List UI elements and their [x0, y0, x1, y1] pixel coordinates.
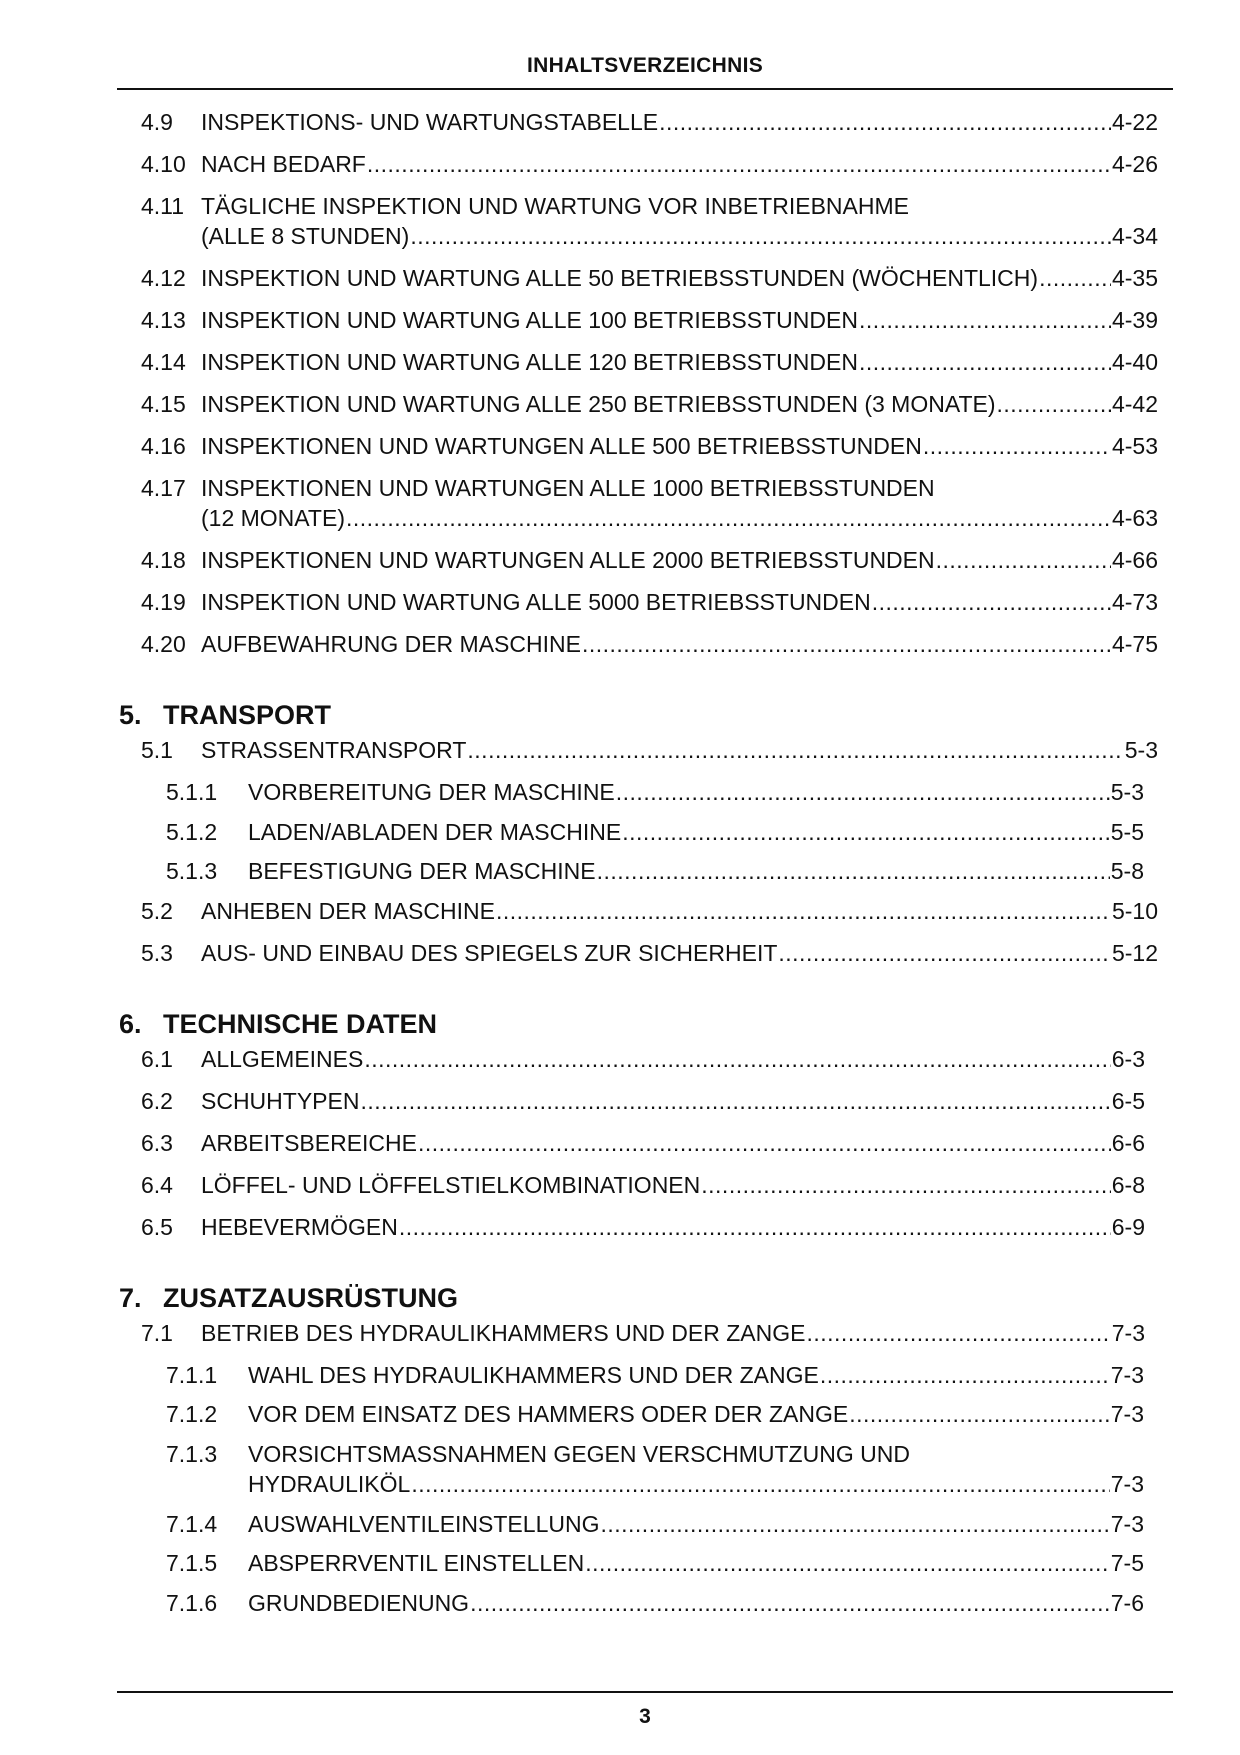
toc-entry-title: INSPEKTIONS- UND WARTUNGSTABELLE	[201, 109, 659, 135]
toc-entry-number: 6.3	[141, 1129, 173, 1156]
toc-entry-page: 4-26	[1111, 151, 1158, 177]
toc-subentry[interactable]	[0, 1438, 1240, 1508]
toc-entry-number: 6.1	[141, 1045, 173, 1072]
toc-entry[interactable]	[0, 1317, 1240, 1359]
toc-subentry[interactable]	[0, 1359, 1240, 1399]
toc-entry-title: INSPEKTION UND WARTUNG ALLE 100 BETRIEBSSTUNDEN	[201, 307, 858, 333]
toc-entry[interactable]	[0, 346, 1240, 388]
toc-entry-number: 5.1.2	[166, 818, 218, 845]
toc-chapter-7-entries	[0, 1317, 1240, 1627]
toc-entry-number: 5.1	[141, 737, 173, 763]
toc-entry-title: INSPEKTION UND WARTUNG ALLE 5000 BETRIEBSSTUNDEN	[201, 589, 871, 615]
dot-leader	[364, 1045, 1110, 1073]
toc-entry[interactable]	[0, 1169, 1240, 1211]
toc-entry-title: SCHUHTYPEN	[201, 1087, 360, 1114]
toc-entry-page: 6-3	[1111, 1045, 1145, 1072]
dot-leader	[367, 150, 1111, 178]
toc-entry[interactable]	[0, 472, 1240, 544]
dot-leader	[859, 348, 1111, 376]
dot-leader	[418, 1129, 1111, 1157]
toc-entry[interactable]	[0, 1043, 1240, 1085]
toc-entry-title: STRASSENTRANSPORT	[201, 737, 467, 763]
toc-entry-title: INSPEKTION UND WARTUNG ALLE 50 BETRIEBSSTUNDEN (WÖCHENTLICH)	[201, 265, 1039, 291]
toc-entry-title: BETRIEB DES HYDRAULIKHAMMERS UND DER ZANGE	[201, 1319, 806, 1346]
toc-entry-page: 7-3	[1111, 1319, 1145, 1346]
toc-entry[interactable]	[0, 1211, 1240, 1253]
toc-entry-title: VORBEREITUNG DER MASCHINE	[248, 779, 615, 805]
toc-entry-title: ABSPERRVENTIL EINSTELLEN	[248, 1550, 585, 1576]
toc-entry-page: 4-66	[1111, 547, 1158, 573]
toc-entry[interactable]	[0, 430, 1240, 472]
toc-entry-page: 7-3	[1110, 1470, 1144, 1497]
dot-leader	[399, 1213, 1111, 1241]
toc-entry-page: 4-35	[1111, 265, 1158, 291]
toc-entry-title: INSPEKTION UND WARTUNG ALLE 120 BETRIEBSSTUNDEN	[201, 349, 858, 375]
toc-entry-number: 4.13	[141, 307, 186, 333]
dot-leader	[360, 1087, 1110, 1115]
toc-entry-page: 4-22	[1111, 109, 1158, 135]
dot-leader	[820, 1361, 1110, 1389]
toc-entry[interactable]	[0, 1085, 1240, 1127]
toc-entry-title-continued: (12 MONATE)	[201, 505, 345, 531]
dot-leader	[410, 222, 1111, 250]
toc-entry-page: 5-5	[1110, 818, 1144, 845]
toc-entry-title: GRUNDBEDIENUNG	[248, 1589, 470, 1616]
dot-leader	[859, 306, 1111, 334]
section-number: 7.	[119, 1282, 142, 1313]
toc-entry-number: 7.1	[141, 1319, 173, 1346]
toc-entry-title: LADEN/ABLADEN DER MASCHINE	[248, 818, 622, 845]
toc-entry[interactable]	[0, 304, 1240, 346]
toc-entry-number: 4.14	[141, 349, 186, 375]
toc-entry-number: 4.12	[141, 265, 186, 291]
toc-entry-page: 4-40	[1111, 349, 1158, 375]
toc-entry-page: 7-3	[1110, 1401, 1144, 1427]
section-heading-zusatzausruestung[interactable]	[119, 1279, 1240, 1317]
page-number: 3	[639, 1705, 651, 1728]
page-header-title: INHALTSVERZEICHNIS	[526, 54, 764, 77]
toc-entry-title: HEBEVERMÖGEN	[201, 1213, 398, 1240]
toc-entry-number: 7.1.5	[166, 1550, 218, 1576]
section-title: TRANSPORT	[163, 700, 331, 730]
toc-entry-number: 6.2	[141, 1087, 173, 1114]
toc-entry-number: 5.2	[141, 897, 173, 924]
toc-entry-number: 4.19	[141, 589, 186, 615]
toc-entry[interactable]	[0, 388, 1240, 430]
toc-subentry[interactable]	[0, 1508, 1240, 1548]
toc-entry-page: 5-3	[1110, 779, 1144, 805]
toc-entry-number: 4.15	[141, 391, 186, 417]
toc-entry-number: 7.1.6	[166, 1589, 218, 1616]
toc-entry-page: 4-73	[1111, 589, 1158, 615]
toc-entry-page: 7-6	[1110, 1589, 1144, 1616]
toc-entry[interactable]	[0, 148, 1240, 190]
toc-entry-page: 5-10	[1111, 897, 1158, 924]
toc-chapter-4-entries	[0, 106, 1240, 670]
dot-leader	[622, 818, 1110, 846]
toc-entry-title: AUFBEWAHRUNG DER MASCHINE	[201, 631, 581, 657]
toc-entry[interactable]	[0, 544, 1240, 586]
toc-entry-title: BEFESTIGUNG DER MASCHINE	[248, 858, 596, 884]
toc-entry[interactable]	[0, 190, 1240, 262]
dot-leader	[470, 1589, 1110, 1617]
toc-entry-title: ALLGEMEINES	[201, 1045, 364, 1072]
toc-entry-title: AUS- UND EINBAU DES SPIEGELS ZUR SICHERHEIT	[201, 939, 778, 966]
toc-entry-number: 6.5	[141, 1213, 173, 1240]
toc-entry-page: 6-9	[1111, 1213, 1145, 1240]
dot-leader	[597, 857, 1110, 885]
toc-entry-page: 7-5	[1110, 1550, 1144, 1576]
dot-leader	[778, 939, 1111, 967]
toc-entry-title-continued: (ALLE 8 STUNDEN)	[201, 223, 410, 249]
toc-chapter-5-entries	[0, 734, 1240, 979]
toc-entry-page: 4-42	[1111, 391, 1158, 417]
toc-entry-title: TÄGLICHE INSPEKTION UND WARTUNG VOR INBETRIEBNAHME	[201, 193, 909, 219]
header-rule	[117, 88, 1173, 90]
toc-entry-number: 5.3	[141, 939, 173, 966]
toc-entry-page: 4-39	[1111, 307, 1158, 333]
toc-entry[interactable]	[0, 628, 1240, 670]
dot-leader	[923, 432, 1111, 460]
toc-entry-page: 6-6	[1111, 1129, 1145, 1156]
toc-entry[interactable]	[0, 586, 1240, 628]
toc-subentry[interactable]	[0, 776, 1240, 816]
toc-entry-title-continued: HYDRAULIKÖL	[248, 1470, 411, 1497]
toc-entry-number: 4.18	[141, 547, 186, 573]
toc-entry-number: 4.10	[141, 151, 186, 177]
dot-leader	[872, 588, 1111, 616]
toc-entry-page: 4-53	[1111, 433, 1158, 459]
toc-entry-page: 5-3	[1124, 737, 1158, 763]
toc-subentry[interactable]	[0, 855, 1240, 895]
toc-entry-page: 5-8	[1110, 858, 1144, 884]
toc-entry-page: 6-5	[1111, 1087, 1145, 1114]
dot-leader	[582, 630, 1111, 658]
toc-entry-title: AUSWAHLVENTILEINSTELLUNG	[248, 1510, 600, 1537]
toc-subentry[interactable]	[0, 1398, 1240, 1438]
toc-entry-number: 4.20	[141, 631, 186, 657]
dot-leader	[616, 778, 1110, 806]
dot-leader	[467, 736, 1123, 764]
toc-entry-title: INSPEKTIONEN UND WARTUNGEN ALLE 500 BETRIEBSSTUNDEN	[201, 433, 922, 459]
section-number: 6.	[119, 1008, 142, 1039]
toc-entry-title: WAHL DES HYDRAULIKHAMMERS UND DER ZANGE	[248, 1361, 819, 1388]
toc-entry-number: 6.4	[141, 1171, 173, 1198]
toc-subentry[interactable]	[0, 1547, 1240, 1587]
toc-entry[interactable]	[0, 734, 1240, 776]
section-title: TECHNISCHE DATEN	[163, 1008, 438, 1039]
dot-leader	[585, 1549, 1110, 1577]
dot-leader	[936, 546, 1111, 574]
toc-entry-page: 7-3	[1110, 1361, 1144, 1388]
dot-leader	[346, 504, 1111, 532]
toc-entry-number: 5.1.1	[166, 779, 218, 805]
toc-entry-title: INSPEKTIONEN UND WARTUNGEN ALLE 1000 BETRIEBSSTUNDEN	[201, 475, 935, 501]
table-of-contents	[0, 106, 1240, 1626]
toc-entry-page: 7-3	[1110, 1510, 1144, 1537]
toc-entry-number: 7.1.4	[166, 1510, 218, 1537]
toc-entry-title: VOR DEM EINSATZ DES HAMMERS ODER DER ZANGE	[248, 1401, 849, 1427]
dot-leader	[411, 1470, 1109, 1498]
toc-entry-number: 4.16	[141, 433, 186, 459]
dot-leader	[701, 1171, 1110, 1199]
section-heading-transport[interactable]	[119, 696, 1240, 734]
toc-subentry[interactable]	[0, 1587, 1240, 1627]
toc-entry-title: ARBEITSBEREICHE	[201, 1129, 417, 1156]
toc-entry-title: VORSICHTSMASSNAHMEN GEGEN VERSCHMUTZUNG UND	[248, 1440, 910, 1467]
toc-entry-number: 4.9	[141, 109, 173, 135]
toc-entry[interactable]	[0, 106, 1240, 148]
dot-leader	[997, 390, 1111, 418]
toc-entry-page: 6-8	[1111, 1171, 1145, 1198]
toc-entry-title: INSPEKTIONEN UND WARTUNGEN ALLE 2000 BETRIEBSSTUNDEN	[201, 547, 935, 573]
toc-subentry[interactable]	[0, 816, 1240, 856]
toc-chapter-6-entries	[0, 1043, 1240, 1253]
dot-leader	[496, 897, 1111, 925]
dot-leader	[849, 1400, 1110, 1428]
toc-entry-number: 7.1.1	[166, 1361, 218, 1388]
toc-entry-page: 5-12	[1111, 939, 1158, 966]
toc-entry-title: NACH BEDARF	[201, 151, 366, 177]
section-heading-technische-daten[interactable]	[119, 1005, 1240, 1043]
toc-entry[interactable]	[0, 937, 1240, 979]
dot-leader	[659, 108, 1111, 136]
toc-entry-number: 7.1.2	[166, 1401, 218, 1427]
toc-entry-page: 4-63	[1111, 505, 1158, 531]
dot-leader	[1039, 264, 1111, 292]
dot-leader	[600, 1510, 1109, 1538]
toc-entry-title: ANHEBEN DER MASCHINE	[201, 897, 495, 924]
dot-leader	[806, 1319, 1110, 1347]
toc-entry-number: 4.17	[141, 475, 186, 501]
toc-entry-page: 4-34	[1111, 223, 1158, 249]
toc-entry[interactable]	[0, 895, 1240, 937]
toc-entry-number: 7.1.3	[166, 1440, 218, 1467]
footer-rule	[117, 1691, 1173, 1693]
toc-entry-title: INSPEKTION UND WARTUNG ALLE 250 BETRIEBSSTUNDEN (3 MONATE)	[201, 391, 996, 417]
toc-entry-page: 4-75	[1111, 631, 1158, 657]
toc-entry[interactable]	[0, 262, 1240, 304]
section-number: 5.	[119, 700, 142, 730]
toc-entry-number: 4.11	[141, 193, 185, 219]
toc-entry[interactable]	[0, 1127, 1240, 1169]
toc-entry-title: LÖFFEL- UND LÖFFELSTIELKOMBINATIONEN	[201, 1171, 701, 1198]
section-title: ZUSATZAUSRÜSTUNG	[163, 1282, 458, 1313]
toc-entry-number: 5.1.3	[166, 858, 218, 884]
